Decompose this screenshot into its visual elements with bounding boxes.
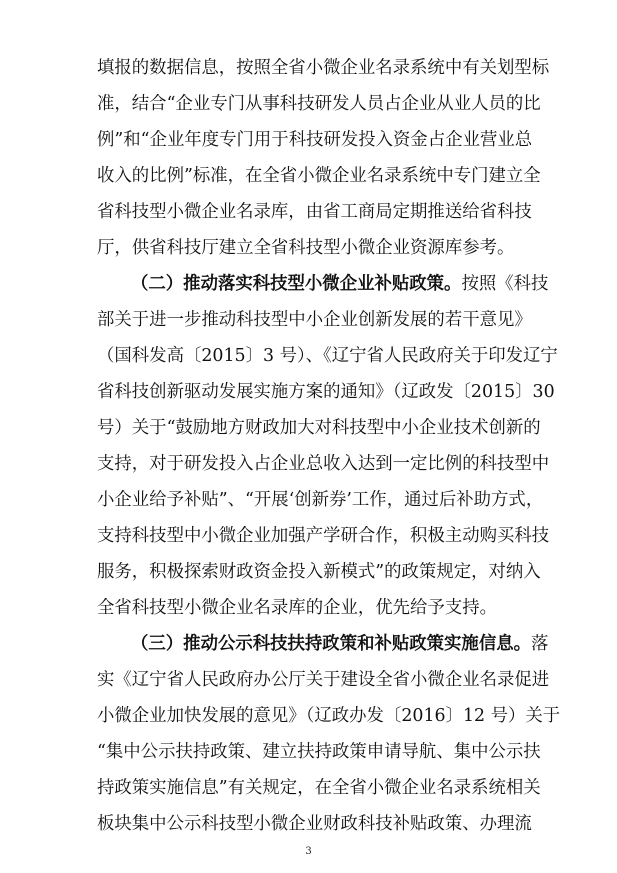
section-2-line-4: 省科技创新驱动发展实施方案的通知》（辽政发〔2015〕30: [97, 382, 555, 402]
section-2-line-3: （国科发高〔2015〕3 号）、《辽宁省人民政府关于印发辽宁: [97, 346, 558, 366]
paragraph-1-line-3: 例”和“企业年度专门用于科技研发投入资金占企业营业总: [97, 130, 533, 150]
section-3-line-2: 实《辽宁省人民政府办公厅关于建设全省小微企业名录促进: [97, 670, 550, 690]
section-3-line-4: “集中公示扶持政策、建立扶持政策申请导航、集中公示扶: [97, 742, 541, 762]
section-2-line-6: 支持，对于研发投入占企业总收入达到一定比例的科技型中: [97, 454, 550, 474]
section-2-line-5: 号）关于“鼓励地方财政加大对科技型中小企业技术创新的: [97, 418, 541, 438]
section-2-first-line-rest: 按照《科技: [461, 274, 549, 294]
section-2-line-8: 支持科技型中小微企业加强产学研合作，积极主动购买科技: [97, 526, 550, 546]
paragraph-1-line-6: 厅，供省科技厅建立全省科技型小微企业资源库参考。: [97, 238, 515, 258]
section-3-line-5: 持政策实施信息”有关规定，在全省小微企业名录系统相关: [97, 778, 541, 798]
section-3-heading: （三）推动公示科技扶持政策和补贴政策实施信息。: [131, 634, 531, 654]
section-2-first-line: [131, 272, 549, 296]
section-3-line-6: 板块集中公示科技型小微企业财政科技补贴政策、办理流: [97, 814, 532, 834]
section-2-line-7: 小企业给予补贴”、“开展‘创新券’工作，通过后补助方式，: [97, 490, 544, 510]
section-3-first-line-rest: 落: [531, 634, 549, 654]
section-2-heading: （二）推动落实科技型小微企业补贴政策。: [131, 274, 462, 294]
paragraph-1-line-4: 收入的比例”标准，在全省小微企业名录系统中专门建立全: [97, 166, 541, 186]
section-2-line-9: 服务，积极探索财政资金投入新模式”的政策规定，对纳入: [97, 562, 541, 582]
paragraph-1-line-2: 准，结合“企业专门从事科技研发人员占企业从业人员的比: [97, 94, 541, 114]
section-2-line-10: 全省科技型小微企业名录库的企业，优先给予支持。: [97, 598, 497, 618]
section-2-line-2: 部关于进一步推动科技型中小企业创新发展的若干意见》: [97, 310, 532, 330]
section-3-first-line: [131, 632, 549, 656]
paragraph-1-line-5: 省科技型小微企业名录库，由省工商局定期推送给省科技: [97, 202, 532, 222]
section-3-line-3: 小微企业加快发展的意见》（辽政办发〔2016〕12 号）关于: [97, 706, 561, 726]
page-number: 3: [305, 846, 312, 857]
paragraph-1-line-1: 填报的数据信息，按照全省小微企业名录系统中有关划型标: [97, 58, 550, 78]
